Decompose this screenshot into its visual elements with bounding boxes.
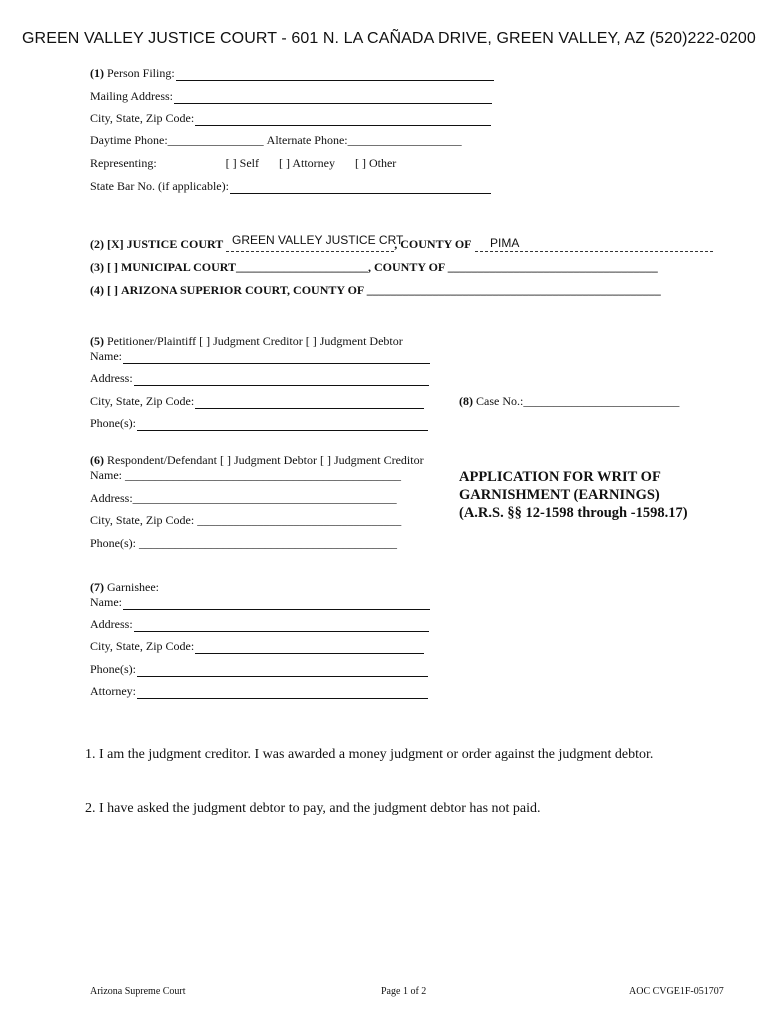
footer-form-code: AOC CVGE1F-051707 [629, 986, 724, 997]
state-bar-row [90, 179, 491, 194]
respondent-city-field[interactable]: City, State, Zip Code: __________________________________ [90, 513, 402, 527]
garnishee-address-field[interactable] [134, 619, 429, 632]
section-1-number: (1) [90, 66, 104, 80]
petitioner-phone-field[interactable] [137, 418, 428, 431]
respondent-address-row [90, 491, 397, 506]
superior-court-row [90, 283, 661, 298]
section-6-number: (6) [90, 453, 104, 467]
attorney-checkbox[interactable]: [ ] Attorney [278, 156, 335, 170]
justice-court-label: JUSTICE COURT [126, 237, 224, 251]
state-bar-label: State Bar No. (if applicable): [90, 179, 229, 193]
case-number-field[interactable]: Case No.:__________________________ [476, 394, 680, 408]
garnishee-phone-label: Phone(s): [90, 662, 136, 676]
petitioner-name-row [90, 349, 430, 364]
municipal-court-checkbox[interactable]: (3) [ ] [90, 260, 118, 274]
mailing-address-field[interactable] [174, 91, 492, 104]
form-title-line-2: GARNISHMENT (EARNINGS) [459, 487, 660, 503]
representing-label: Representing: [90, 156, 157, 170]
respondent-name-field[interactable]: Name: ______________________________________________ [90, 468, 401, 482]
superior-court-label: ARIZONA SUPERIOR COURT, COUNTY OF _________________________________________________ [120, 283, 661, 297]
respondent-phone-field[interactable]: Phone(s): ___________________________________________ [90, 536, 397, 550]
garnishee-city-field[interactable] [195, 641, 424, 654]
justice-court-checkbox[interactable]: (2) [X] [90, 237, 124, 251]
garnishee-name-row [90, 595, 430, 610]
petitioner-address-field[interactable] [134, 373, 429, 386]
garnishee-phone-field[interactable] [137, 664, 428, 677]
petitioner-name-field[interactable] [123, 351, 430, 364]
petitioner-phone-row [90, 416, 428, 431]
person-filing-label: Person Filing: [107, 66, 175, 80]
justice-court-value: GREEN VALLEY JUSTICE CRT [232, 233, 404, 247]
petitioner-name-label: Name: [90, 349, 122, 363]
form-title-line-3: (A.R.S. §§ 12-1598 through -1598.17) [459, 505, 688, 521]
petitioner-address-row [90, 371, 429, 386]
garnishee-address-row [90, 617, 429, 632]
garnishee-city-label: City, State, Zip Code: [90, 639, 195, 653]
garnishee-title: Garnishee: [107, 580, 159, 594]
filer-city-field[interactable] [195, 113, 491, 126]
municipal-court-label: MUNICIPAL COURT______________________, COUNTY OF ___________________________________ [120, 260, 658, 274]
petitioner-city-field[interactable] [195, 396, 424, 409]
footer-page-number: Page 1 of 2 [381, 986, 427, 997]
respondent-name-row [90, 468, 401, 483]
section-7-number: (7) [90, 580, 104, 594]
alternate-phone-field[interactable]: Alternate Phone:___________________ [266, 133, 462, 147]
section-5-number: (5) [90, 334, 104, 348]
court-header: GREEN VALLEY JUSTICE COURT - 601 N. LA CAÑADA DRIVE, GREEN VALLEY, AZ (520)222-0200 [22, 30, 756, 47]
respondent-city-row [90, 513, 401, 528]
mailing-address-row [90, 89, 492, 104]
mailing-address-label: Mailing Address: [90, 89, 173, 103]
petitioner-title: Petitioner/Plaintiff [ ] Judgment Creditor [ ] Judgment Debtor [107, 334, 403, 348]
section-8-number: (8) [459, 394, 473, 408]
petitioner-title-row [90, 334, 403, 349]
respondent-title: Respondent/Defendant [ ] Judgment Debtor [ ] Judgment Creditor [107, 453, 424, 467]
petitioner-address-label: Address: [90, 371, 133, 385]
other-checkbox[interactable]: [ ] Other [354, 156, 397, 170]
justice-county-value: PIMA [490, 236, 520, 250]
footer-left: Arizona Supreme Court [90, 986, 186, 997]
person-filing-field[interactable] [176, 68, 494, 81]
statement-1: 1. I am the judgment creditor. I was awarded a money judgment or order against the judgment debtor. [85, 747, 654, 762]
garnishee-title-row [90, 580, 159, 595]
case-number-row [459, 394, 679, 409]
filer-city-row [90, 111, 491, 126]
respondent-title-row [90, 453, 424, 468]
respondent-phone-row [90, 536, 397, 551]
person-filing-row [90, 66, 494, 81]
garnishee-attorney-label: Attorney: [90, 684, 136, 698]
garnishee-phone-row [90, 662, 428, 677]
filer-phone-row [90, 133, 462, 148]
municipal-court-row [90, 260, 658, 275]
garnishee-attorney-field[interactable] [137, 686, 428, 699]
representing-row [90, 156, 396, 171]
garnishee-name-field[interactable] [123, 597, 430, 610]
statement-2: 2. I have asked the judgment debtor to pay, and the judgment debtor has not paid. [85, 801, 541, 816]
form-title-line-1: APPLICATION FOR WRIT OF [459, 469, 661, 485]
respondent-address-field[interactable]: Address:____________________________________________ [90, 491, 397, 505]
garnishee-address-label: Address: [90, 617, 133, 631]
filer-city-label: City, State, Zip Code: [90, 111, 195, 125]
petitioner-city-label: City, State, Zip Code: [90, 394, 195, 408]
superior-court-checkbox[interactable]: (4) [ ] [90, 283, 118, 297]
justice-county-label: , COUNTY OF [394, 237, 472, 251]
garnishee-name-label: Name: [90, 595, 122, 609]
form-title [459, 468, 688, 522]
garnishee-attorney-row [90, 684, 428, 699]
petitioner-phone-label: Phone(s): [90, 416, 136, 430]
self-checkbox[interactable]: [ ] Self [225, 156, 259, 170]
daytime-phone-field[interactable]: Daytime Phone:________________ [90, 133, 264, 147]
state-bar-field[interactable] [230, 181, 491, 194]
petitioner-city-row [90, 394, 424, 409]
garnishee-city-row [90, 639, 424, 654]
